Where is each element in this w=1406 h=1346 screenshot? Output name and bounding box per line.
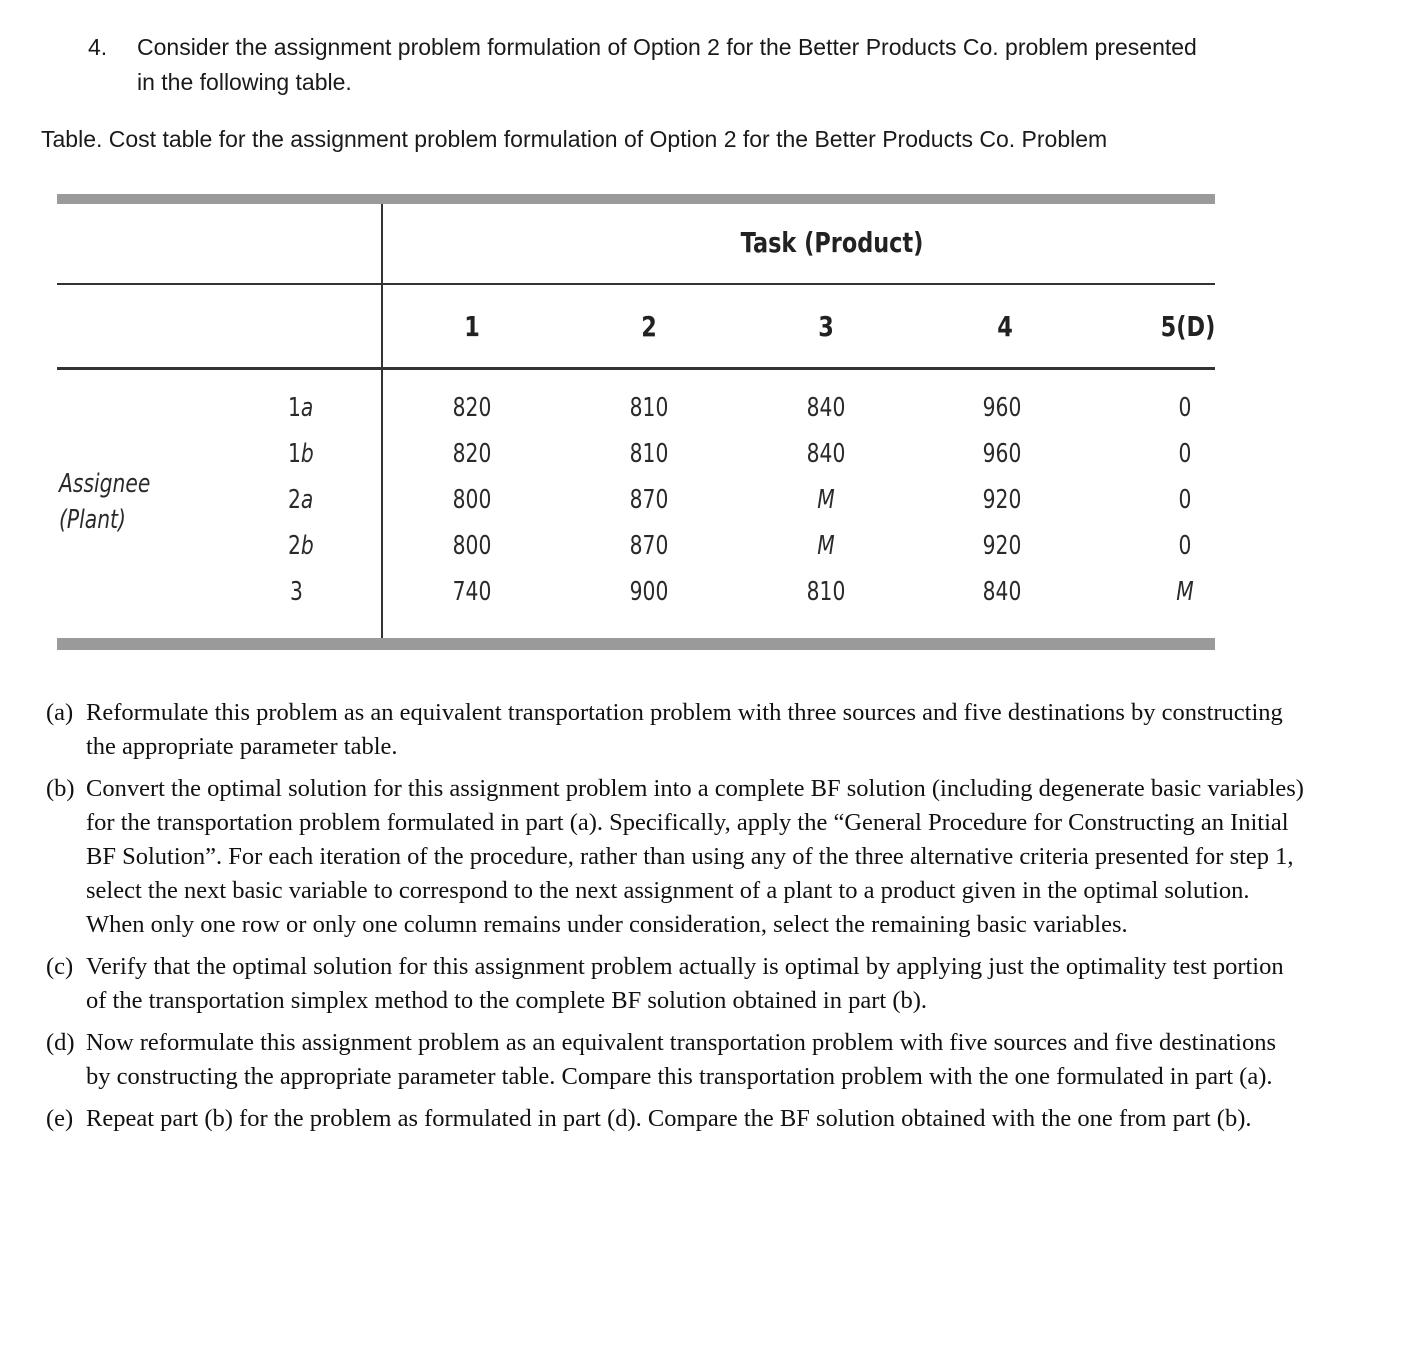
cost-cell: 0 xyxy=(1178,439,1192,469)
table-caption: Table. Cost table for the assignment problem formulation of Option 2 for the Better Products Co. Problem xyxy=(41,126,1108,152)
cost-cell: 0 xyxy=(1178,485,1192,515)
row-label: 1a xyxy=(288,393,314,423)
cost-cell: 800 xyxy=(452,531,492,561)
cost-cell: M xyxy=(1176,577,1194,607)
row-label: 3 xyxy=(290,577,303,607)
table-header-rule-1 xyxy=(57,283,1215,285)
cost-cell: 870 xyxy=(629,485,669,515)
part-text: Verify that the optimal solution for this assignment problem actually is optimal by applying just the optimality test portion of the transportation simplex method to the complete BF solution obtained in part (b). xyxy=(86,953,1284,1014)
cost-cell: 840 xyxy=(806,393,846,423)
row-group-label: Assignee (Plant) xyxy=(59,469,151,535)
part-text: Convert the optimal solution for this assignment problem into a complete BF solution (including degenerate basic variables) for the transportation problem formulated in part (a). Specifically, apply the “General Procedure for Constructing an Initial BF Solution”. For each iteration of the procedure, rather than using any of the three alternative criteria presented for step 1, select the next basic variable to correspond to the next assignment of a plant to a product given in the optimal solution. When only one row or only one column remains under consideration, select the remaining basic variables. xyxy=(86,775,1304,938)
part-e xyxy=(46,1102,1306,1136)
cost-cell: 0 xyxy=(1178,531,1192,561)
column-header-1: 1 xyxy=(464,310,480,343)
column-header-4: 4 xyxy=(997,310,1013,343)
row-label: 1b xyxy=(288,439,314,469)
row-label: 2a xyxy=(288,485,314,515)
table-vertical-rule xyxy=(381,204,383,638)
part-a xyxy=(46,696,1306,764)
column-header-2: 2 xyxy=(641,310,657,343)
part-text: Repeat part (b) for the problem as formulated in part (d). Compare the BF solution obtained with the one from part (b). xyxy=(86,1105,1252,1132)
cost-cell: 810 xyxy=(629,393,669,423)
part-d xyxy=(46,1026,1306,1094)
question-text-line-1: Consider the assignment problem formulation of Option 2 for the Better Products Co. problem presented xyxy=(137,34,1197,60)
task-product-header: Task (Product) xyxy=(740,226,924,259)
cost-cell: 810 xyxy=(629,439,669,469)
table-header-rule-2 xyxy=(57,367,1215,370)
column-header-5d: 5(D) xyxy=(1160,310,1216,343)
cost-cell: 740 xyxy=(452,577,492,607)
part-label: (a) xyxy=(46,699,74,726)
part-b xyxy=(46,772,1306,942)
part-label: (d) xyxy=(46,1029,75,1056)
cost-cell: 810 xyxy=(806,577,846,607)
part-text: Reformulate this problem as an equivalent transportation problem with three sources and five destinations by constructing the appropriate parameter table. xyxy=(86,699,1283,760)
cost-cell: 0 xyxy=(1178,393,1192,423)
part-label: (e) xyxy=(46,1105,74,1132)
cost-cell: M xyxy=(817,485,835,515)
question-parts xyxy=(46,696,1306,1144)
cost-cell: 900 xyxy=(629,577,669,607)
cost-cell: M xyxy=(817,531,835,561)
table-bottom-rule xyxy=(57,638,1215,650)
part-label: (c) xyxy=(46,953,74,980)
part-c xyxy=(46,950,1306,1018)
part-text: Now reformulate this assignment problem as an equivalent transportation problem with five sources and five destinations by constructing the appropriate parameter table. Compare this transportation problem with the one formulated in part (a). xyxy=(86,1029,1276,1090)
cost-cell: 870 xyxy=(629,531,669,561)
cost-cell: 840 xyxy=(806,439,846,469)
cost-cell: 960 xyxy=(982,439,1022,469)
cost-cell: 800 xyxy=(452,485,492,515)
cost-cell: 920 xyxy=(982,531,1022,561)
row-label: 2b xyxy=(288,531,314,561)
cost-cell: 820 xyxy=(452,393,492,423)
question-text-line-2: in the following table. xyxy=(137,69,352,95)
column-header-3: 3 xyxy=(818,310,834,343)
cost-cell: 840 xyxy=(982,577,1022,607)
part-label: (b) xyxy=(46,775,75,802)
question-number: 4. xyxy=(88,34,108,60)
cost-cell: 820 xyxy=(452,439,492,469)
cost-cell: 920 xyxy=(982,485,1022,515)
cost-cell: 960 xyxy=(982,393,1022,423)
table-top-rule xyxy=(57,194,1215,204)
